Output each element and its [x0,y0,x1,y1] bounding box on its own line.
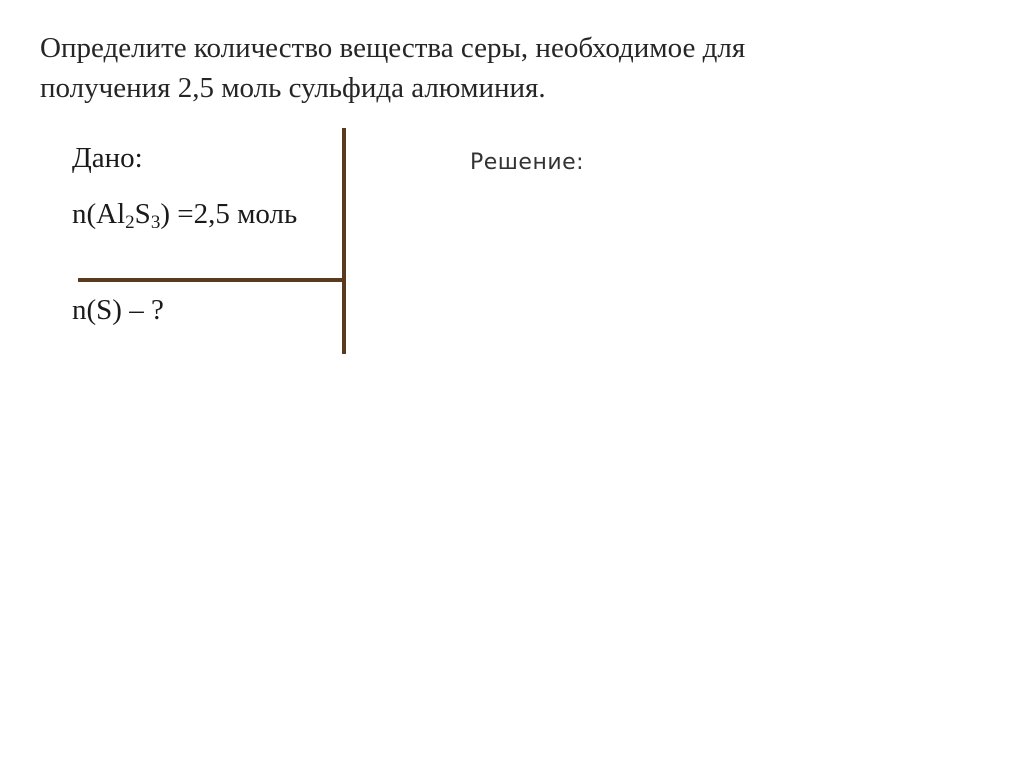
find-value: n(S) – ? [72,294,164,326]
given-value-prefix: n(Al [72,198,126,230]
given-value-suffix: ) =2,5 моль [160,198,298,230]
given-value-mid: S [134,198,151,230]
given-title: Дано: [72,142,143,174]
given-subscript-1: 2 [125,212,135,233]
horizontal-divider [78,278,344,282]
task-line-1: Определите количество вещества серы, необходимое для [40,32,746,64]
solution-title: Решение: [470,150,585,175]
vertical-divider [342,128,346,354]
given-value [72,198,297,231]
task-line-2: получения 2,5 моль сульфида алюминия. [40,72,546,104]
task-statement [40,28,960,108]
given-subscript-2: 3 [150,212,161,233]
